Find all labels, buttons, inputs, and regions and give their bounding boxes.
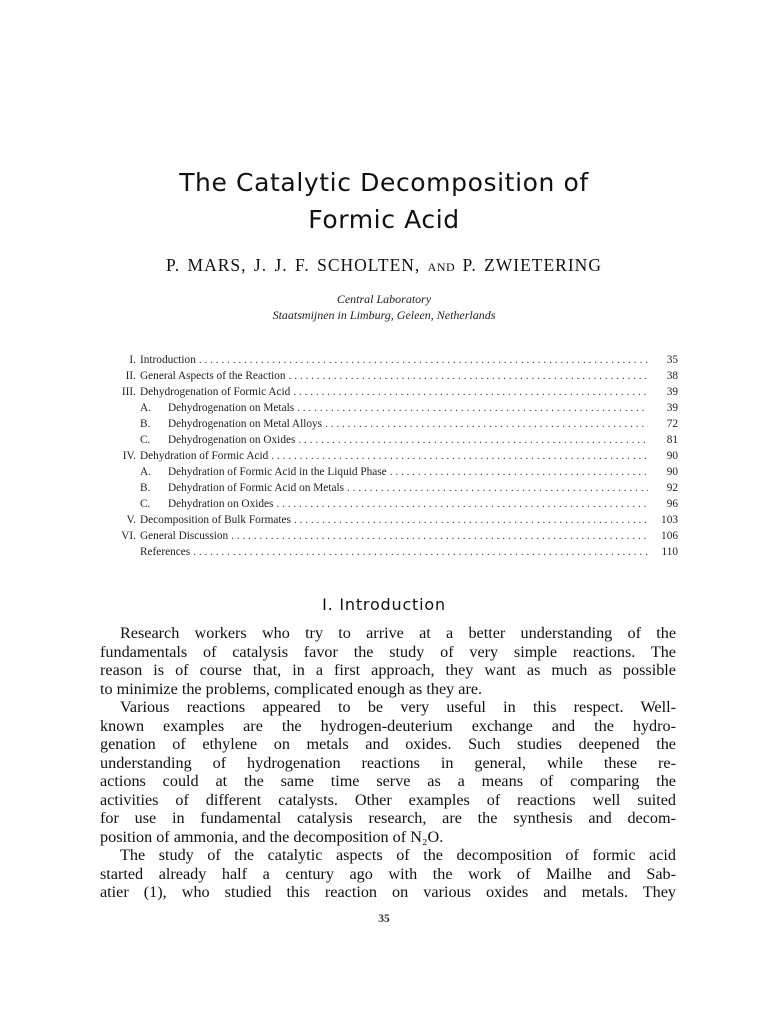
toc-leader-dots <box>294 400 648 416</box>
toc-entry-page: 106 <box>661 530 678 542</box>
section-heading: I. Introduction <box>322 595 446 614</box>
toc-entry <box>96 512 678 528</box>
affiliation <box>0 291 768 323</box>
toc-entry-label: Introduction <box>140 354 196 366</box>
body-line: known examples are the hydrogen-deuterium exchange and the hydro- <box>100 716 676 735</box>
toc-entry-subletter: B. <box>140 482 151 494</box>
toc-entry <box>96 528 678 544</box>
toc-leader-dots <box>196 352 648 368</box>
page-number: 35 <box>378 913 390 925</box>
toc-leader-dots <box>273 496 648 512</box>
toc-entry-page: 96 <box>666 498 678 510</box>
toc-entry-number: VI. <box>121 530 136 542</box>
body-line: activities of different catalysts. Other examples of reactions well suited <box>100 790 676 809</box>
toc-leader-dots <box>286 368 648 384</box>
author-conjunction: and <box>427 255 456 275</box>
toc-entry-page: 81 <box>666 434 678 446</box>
toc-entry-label: Dehydrogenation of Formic Acid <box>140 386 291 398</box>
toc-entry-subletter: C. <box>140 434 151 446</box>
article-title-line-1: The Catalytic Decomposition of <box>179 168 589 197</box>
toc-entry <box>96 432 678 448</box>
toc-entry-subletter: A. <box>140 402 151 414</box>
toc-entry-label: General Aspects of the Reaction <box>140 370 286 382</box>
toc-entry <box>96 464 678 480</box>
toc-entry-label: Dehydration of Formic Acid <box>140 450 269 462</box>
toc-entry <box>96 496 678 512</box>
toc-entry-number: I. <box>129 354 136 366</box>
toc-entry <box>96 480 678 496</box>
toc-entry-label: Dehydration of Formic Acid on Metals <box>168 482 345 494</box>
toc-entry-page: 39 <box>666 386 678 398</box>
toc-entry-number: III. <box>121 386 136 398</box>
toc-entry <box>96 416 678 432</box>
toc-entry-page: 72 <box>666 418 678 430</box>
toc-leader-dots <box>190 544 648 560</box>
toc-entry-page: 110 <box>661 546 678 558</box>
toc-entry-label: References <box>140 546 191 558</box>
toc-entry <box>96 368 678 384</box>
author-last-name: P. ZWIETERING <box>462 255 602 275</box>
toc-entry <box>96 448 678 464</box>
toc-entry-number: V. <box>126 514 136 526</box>
toc-entry-page: 38 <box>666 370 678 382</box>
body-line: genation of ethylene on metals and oxides. Such studies deepened the <box>100 735 676 753</box>
body-text <box>100 624 676 902</box>
body-line: atier (1), who studied this reaction on various oxides and metals. They <box>100 883 676 901</box>
toc-entry-number: IV. <box>122 450 136 462</box>
toc-entry-subletter: B. <box>140 418 151 430</box>
body-line: for use in fundamental catalysis research, are the synthesis and decom- <box>100 809 676 827</box>
body-line: Various reactions appeared to be very useful in this respect. Well- <box>120 698 676 716</box>
toc-leader-dots <box>387 464 648 480</box>
body-line: started already half a century ago with the work of Mailhe and Sab- <box>100 864 676 883</box>
toc-entry-label: Decomposition of Bulk Formates <box>140 514 291 526</box>
body-line: fundamentals of catalysis favor the study of very simple reactions. The <box>100 642 676 661</box>
affiliation-line-2: Staatsmijnen in Limburg, Geleen, Netherlands <box>272 308 496 322</box>
table-of-contents <box>96 352 678 560</box>
toc-entry-page: 90 <box>666 466 678 478</box>
body-line: The study of the catalytic aspects of the decomposition of formic acid <box>120 846 676 864</box>
body-line: Research workers who try to arrive at a better understanding of the <box>120 624 676 642</box>
author-line <box>0 255 768 276</box>
author-names: P. MARS, J. J. F. SCHOLTEN, <box>166 255 421 275</box>
body-line: understanding of hydrogenation reactions in general, while these re- <box>100 753 676 772</box>
toc-entry-page: 90 <box>666 450 678 462</box>
toc-entry-label: Dehydration of Formic Acid in the Liquid Phase <box>168 466 387 478</box>
article-title <box>0 164 768 238</box>
toc-entry-label: Dehydrogenation on Metal Alloys <box>168 418 323 430</box>
toc-entry-page: 39 <box>666 402 678 414</box>
toc-entry-page: 103 <box>661 514 678 526</box>
affiliation-line-1: Central Laboratory <box>336 292 432 306</box>
toc-leader-dots <box>344 480 648 496</box>
toc-entry-label: Dehydrogenation on Oxides <box>168 434 296 446</box>
toc-leader-dots <box>322 416 648 432</box>
body-line: to minimize the problems, complicated enough as they are. <box>100 679 483 698</box>
toc-leader-dots <box>290 384 648 400</box>
toc-leader-dots <box>291 512 648 528</box>
toc-entry-subletter: A. <box>140 466 151 478</box>
toc-entry <box>96 352 678 368</box>
toc-entry-page: 35 <box>666 354 678 366</box>
toc-leader-dots <box>295 432 648 448</box>
toc-leader-dots <box>228 528 648 544</box>
toc-entry <box>96 400 678 416</box>
toc-entry-label: Dehydrogenation on Metals <box>168 402 295 414</box>
body-line: position of ammonia, and the decomposition of N₂O. <box>100 827 444 846</box>
toc-leader-dots <box>268 448 648 464</box>
toc-entry-number: II. <box>125 370 136 382</box>
toc-entry <box>96 384 678 400</box>
toc-entry-page: 92 <box>666 482 678 494</box>
body-line: actions could at the same time serve as a means of comparing the <box>100 772 676 790</box>
toc-entry <box>96 544 678 560</box>
toc-entry-label: Dehydration on Oxides <box>168 498 274 510</box>
toc-entry-label: General Discussion <box>140 530 229 542</box>
toc-entry-subletter: C. <box>140 498 151 510</box>
body-line: reason is of course that, in a first approach, they want as much as possible <box>100 661 676 679</box>
article-title-line-2: Formic Acid <box>308 205 460 234</box>
